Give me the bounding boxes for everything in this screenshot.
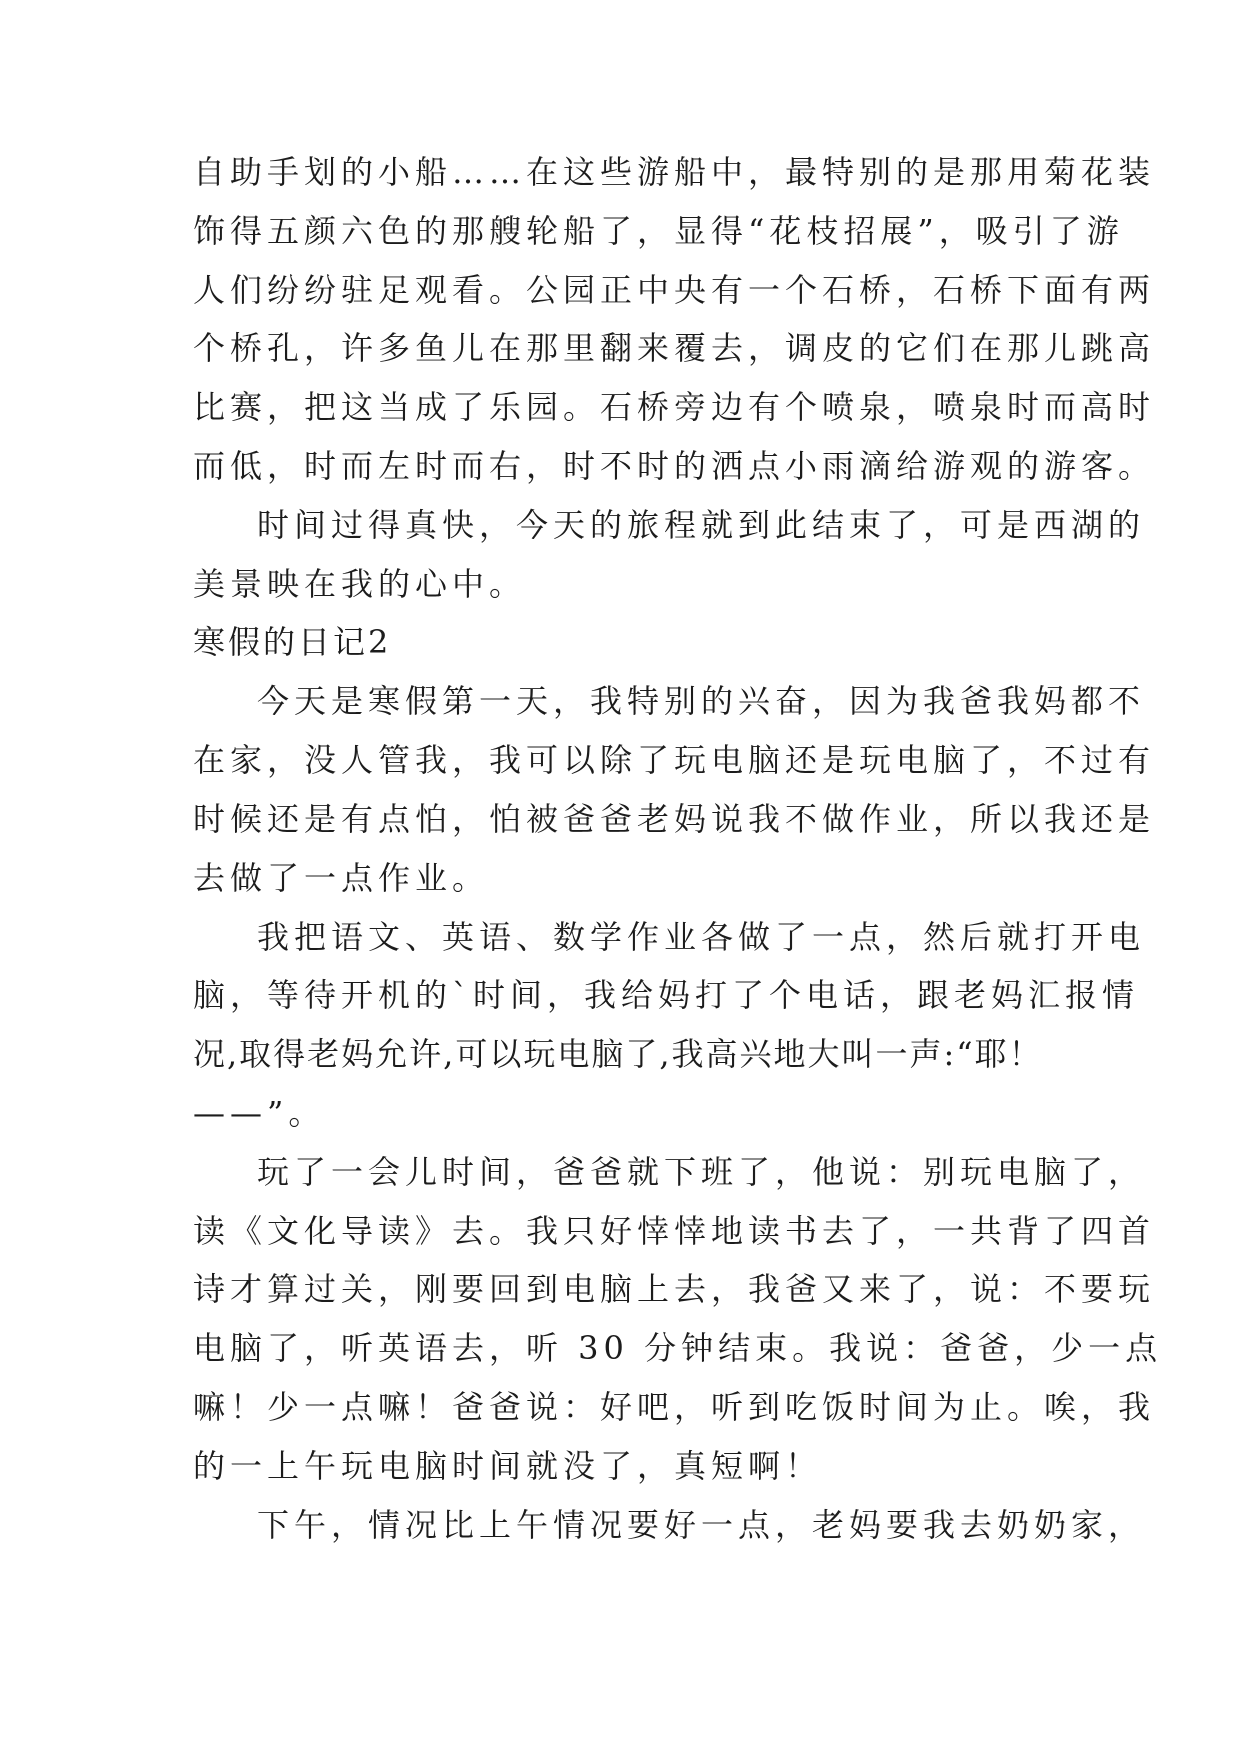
- body-line: 嘛！少一点嘛！爸爸说：好吧，听到吃饭时间为止。唉，我: [193, 1388, 1156, 1426]
- paragraph-first-line: 我把语文、英语、数学作业各做了一点，然后就打开电: [257, 918, 1146, 956]
- body-line: 去做了一点作业。: [193, 859, 490, 897]
- body-line: 读《文化导读》去。我只好悻悻地读书去了，一共背了四首: [193, 1212, 1156, 1250]
- body-line: 况,取得老妈允许,可以玩电脑了,我高兴地大叫一声:“耶！: [193, 1035, 1043, 1073]
- body-line: 人们纷纷驻足观看。公园正中央有一个石桥，石桥下面有两: [193, 271, 1156, 309]
- paragraph-first-line: 时间过得真快，今天的旅程就到此结束了，可是西湖的: [257, 506, 1146, 544]
- paragraph-first-line: 玩了一会儿时间，爸爸就下班了，他说：别玩电脑了，: [257, 1153, 1146, 1191]
- body-line: 美景映在我的心中。: [193, 565, 527, 603]
- paragraph-first-line: 下午，情况比上午情况要好一点，老妈要我去奶奶家，: [257, 1506, 1146, 1544]
- body-line: 在家，没人管我，我可以除了玩电脑还是玩电脑了，不过有: [193, 741, 1156, 779]
- body-line: 饰得五颜六色的那艘轮船了，显得“花枝招展”，吸引了游: [193, 212, 1124, 250]
- body-line: 而低，时而左时而右，时不时的洒点小雨滴给游观的游客。: [193, 447, 1156, 485]
- body-line: 时候还是有点怕，怕被爸爸老妈说我不做作业，所以我还是: [193, 800, 1156, 838]
- diary-entry-heading: 寒假的日记2: [193, 623, 392, 661]
- paragraph-first-line: 今天是寒假第一天，我特别的兴奋，因为我爸我妈都不: [257, 682, 1146, 720]
- body-line: 电脑了，听英语去，听 30 分钟结束。我说：爸爸，少一点: [193, 1329, 1163, 1367]
- body-line: 脑，等待开机的`时间，我给妈打了个电话，跟老妈汇报情: [193, 976, 1140, 1014]
- body-line: 比赛，把这当成了乐园。石桥旁边有个喷泉，喷泉时而高时: [193, 388, 1156, 426]
- body-line: 的一上午玩电脑时间就没了，真短啊！: [193, 1447, 823, 1485]
- body-line: 自助手划的小船……在这些游船中，最特别的是那用菊花装: [193, 153, 1156, 191]
- body-line: ——”。: [193, 1094, 326, 1132]
- body-line: 诗才算过关，刚要回到电脑上去，我爸又来了，说：不要玩: [193, 1270, 1156, 1308]
- body-line: 个桥孔，许多鱼儿在那里翻来覆去，调皮的它们在那儿跳高: [193, 329, 1156, 367]
